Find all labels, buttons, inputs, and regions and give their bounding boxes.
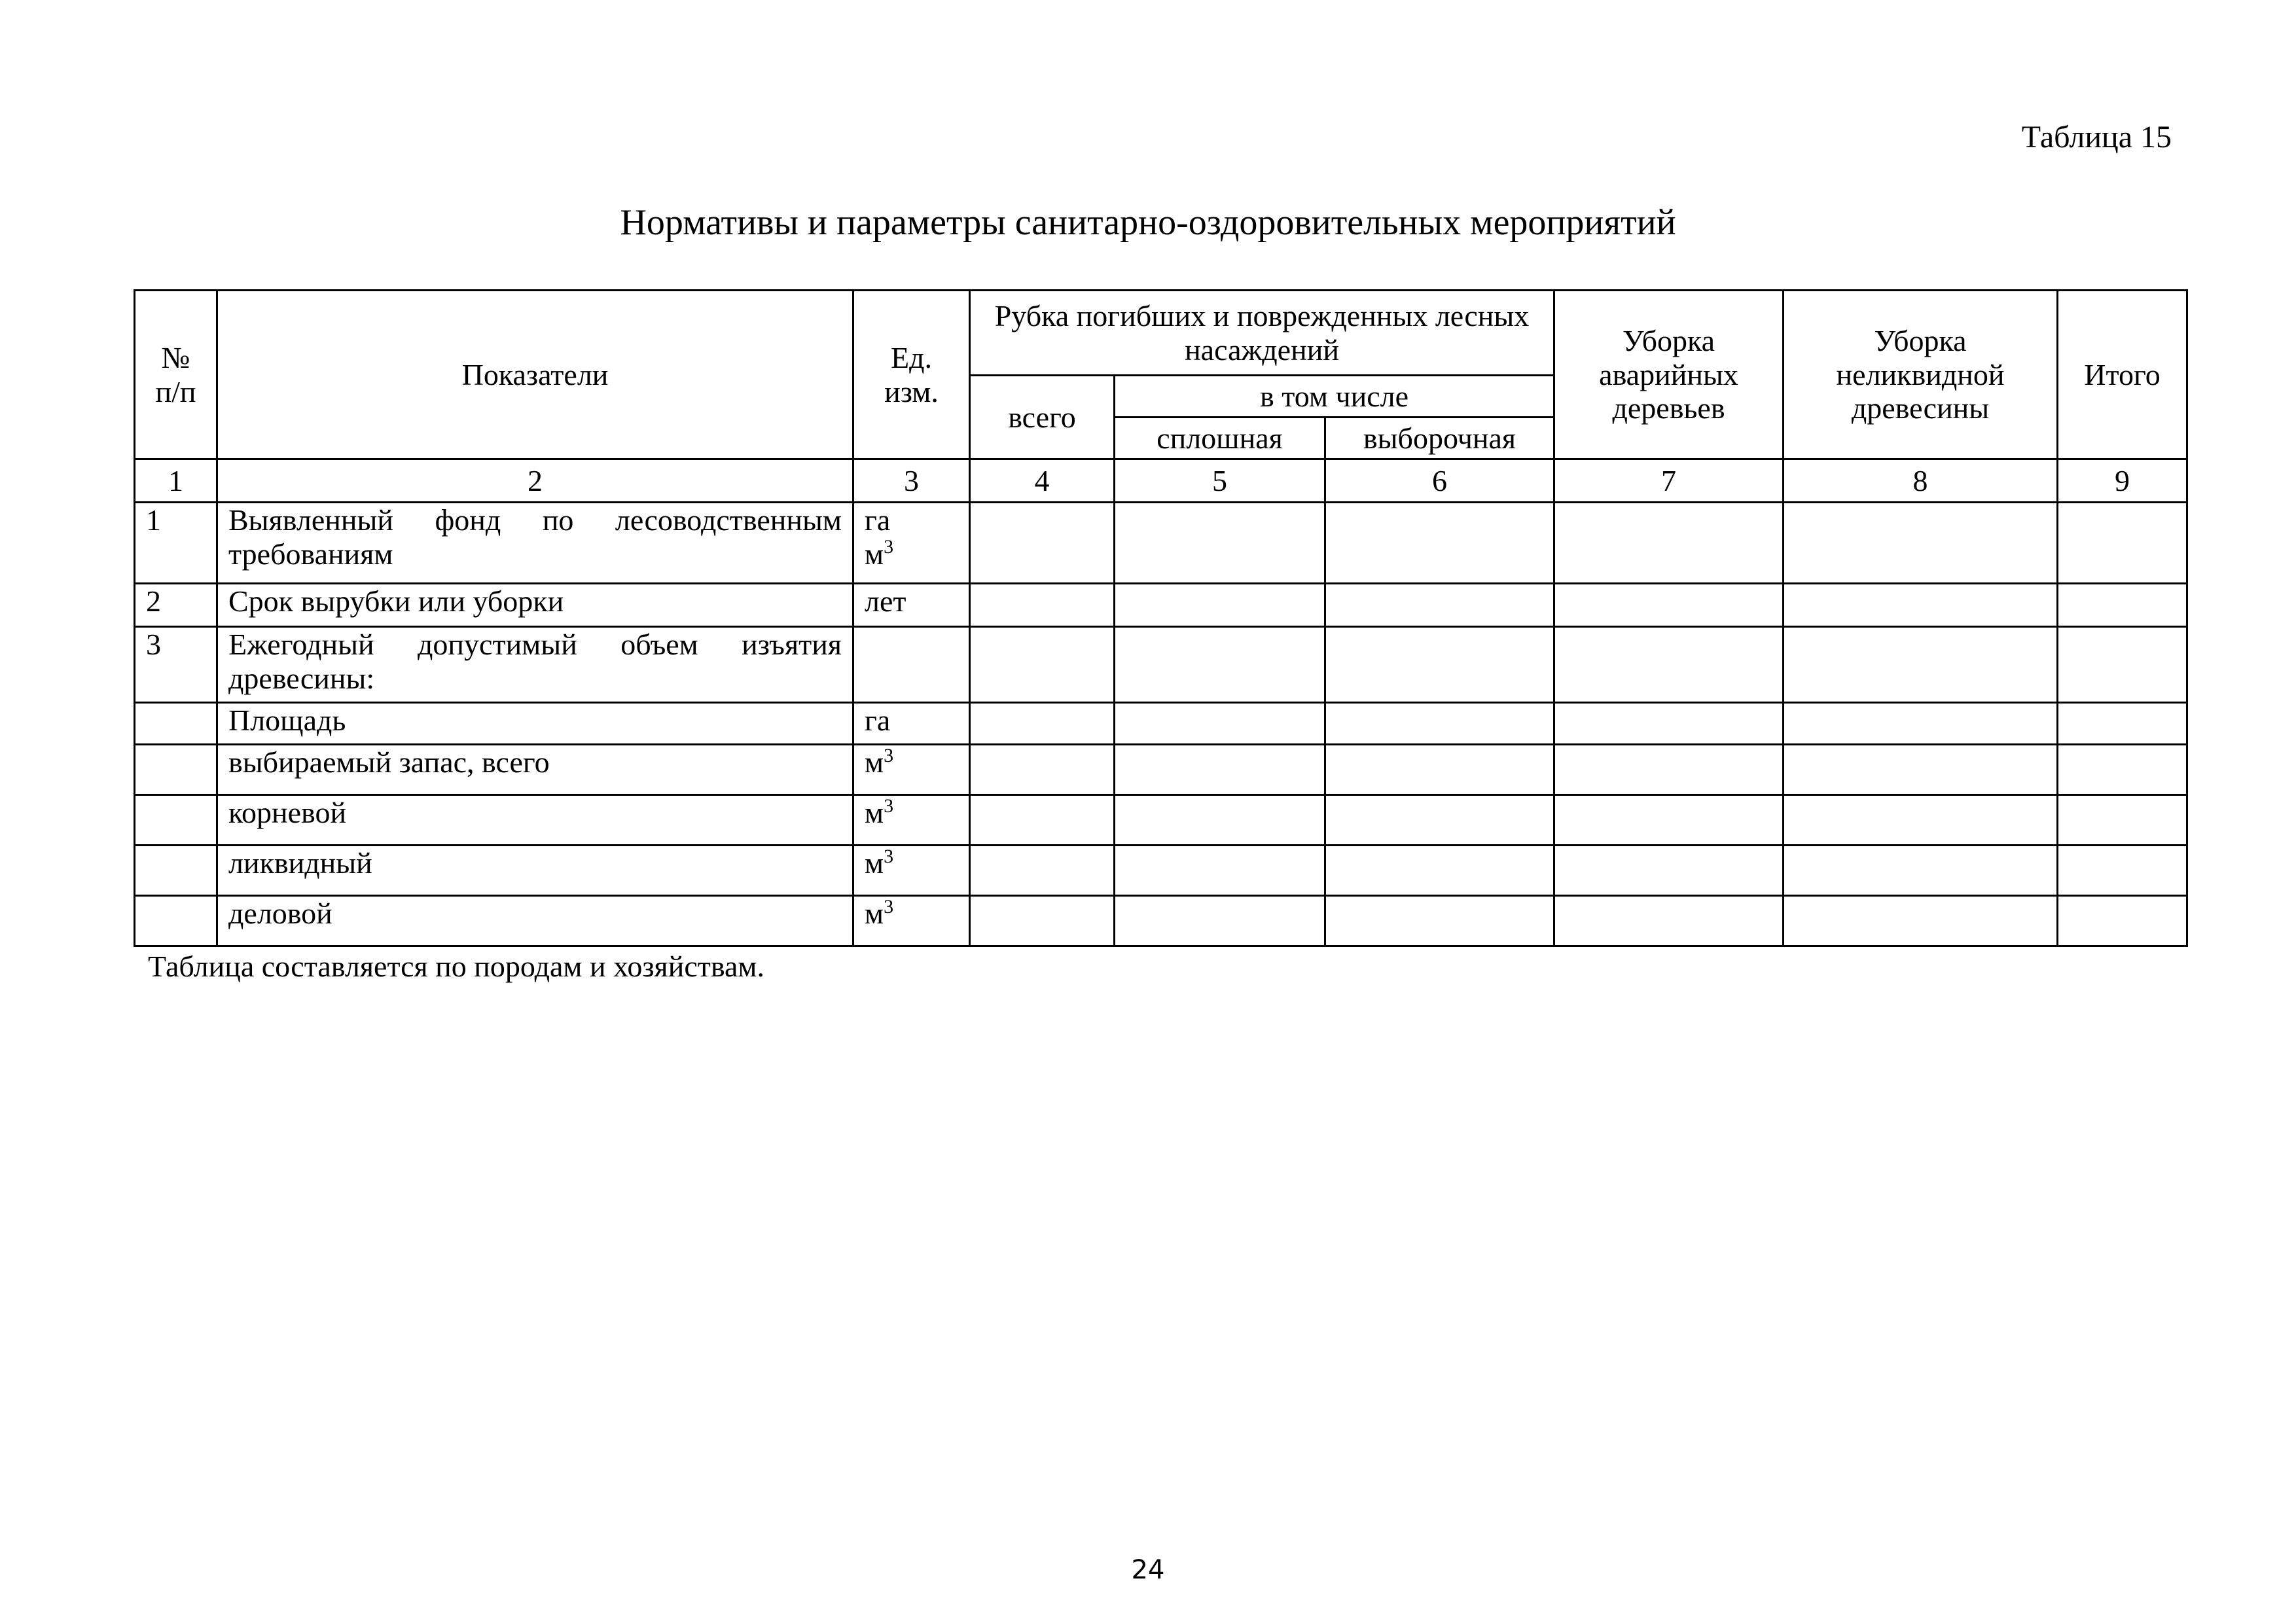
table-row [135,795,2187,846]
header-total-all: всего [970,376,1115,459]
empty-cell [970,584,1115,627]
page-number: 24 [1131,1555,1165,1585]
row-indicator: Срок вырубки или уборки [217,584,853,627]
column-number: 8 [1784,459,2058,503]
empty-cell [1784,745,2058,795]
empty-cell [1115,584,1325,627]
unit-ha: га [865,503,891,537]
row-num: 1 [135,503,217,584]
row-num [135,795,217,846]
column-number: 6 [1325,459,1554,503]
empty-cell [1115,503,1325,584]
row-indicator: деловой [217,896,853,946]
header-felling: Рубка погибших и поврежденных лесных насаждений [970,291,1554,376]
empty-cell [1325,627,1554,703]
row-indicator: Площадь [217,703,853,745]
unit-cubic-meter: м 3 [865,846,893,880]
empty-cell [1554,795,1784,846]
empty-cell [1784,627,2058,703]
empty-cell [2058,503,2187,584]
empty-cell [1554,627,1784,703]
column-number: 1 [135,459,217,503]
header-num: № п/п [135,291,217,459]
empty-cell [1115,745,1325,795]
empty-cell [1554,703,1784,745]
row-num [135,745,217,795]
row-indicator: корневой [217,795,853,846]
empty-cell [1325,503,1554,584]
empty-cell [1325,846,1554,896]
empty-cell [1784,896,2058,946]
empty-cell [2058,846,2187,896]
table-footnote: Таблица составляется по породам и хозяйствам. [148,950,764,983]
header-clear-cut: сплошная [1115,418,1325,459]
table-row [135,584,2187,627]
empty-cell [1554,503,1784,584]
header-selective-cut: выборочная [1325,418,1554,459]
empty-cell [1784,795,2058,846]
unit-cubic-meter: м 3 [865,796,893,829]
empty-cell [1554,584,1784,627]
empty-cell [1325,795,1554,846]
empty-cell [1784,703,2058,745]
header-indicators: Показатели [217,291,853,459]
header-total: Итого [2058,291,2187,459]
table-row [135,846,2187,896]
unit-cubic-meter: м 3 [865,745,893,779]
row-num [135,703,217,745]
empty-cell [2058,795,2187,846]
norms-table [134,289,2188,947]
empty-cell [2058,896,2187,946]
empty-cell [970,795,1115,846]
empty-cell [970,846,1115,896]
row-unit [853,745,970,795]
row-unit [853,795,970,846]
row-indicator: Ежегодный допустимый объем изъятия древесины: [217,627,853,703]
table-row [135,745,2187,795]
empty-cell [1784,503,2058,584]
document-title: Нормативы и параметры санитарно-оздоровительных мероприятий [620,202,1676,243]
table-row [135,627,2187,703]
header-including: в том числе [1115,376,1554,418]
column-number: 5 [1115,459,1325,503]
column-number: 4 [970,459,1115,503]
column-number: 9 [2058,459,2187,503]
row-num [135,846,217,896]
row-unit: лет [853,584,970,627]
empty-cell [1554,846,1784,896]
unit-cubic-meter: м 3 [865,897,893,930]
empty-cell [970,503,1115,584]
row-num [135,896,217,946]
row-unit [853,846,970,896]
empty-cell [1554,896,1784,946]
empty-cell [970,896,1115,946]
empty-cell [1115,627,1325,703]
empty-cell [1115,795,1325,846]
empty-cell [1325,745,1554,795]
empty-cell [2058,584,2187,627]
row-indicator: ликвидный [217,846,853,896]
column-number: 7 [1554,459,1784,503]
table-number-label: Таблица 15 [2021,120,2172,154]
table-row [135,703,2187,745]
empty-cell [1115,896,1325,946]
empty-cell [2058,627,2187,703]
table-row [135,503,2187,584]
row-indicator: выбираемый запас, всего [217,745,853,795]
row-unit [853,627,970,703]
empty-cell [1554,745,1784,795]
row-unit [853,896,970,946]
empty-cell [2058,745,2187,795]
empty-cell [1325,584,1554,627]
row-indicator: Выявленный фонд по лесоводственным требованиям [217,503,853,584]
empty-cell [970,745,1115,795]
header-emergency-trees: Уборка аварийных деревьев [1554,291,1784,459]
empty-cell [1325,896,1554,946]
empty-cell [1325,703,1554,745]
row-num: 3 [135,627,217,703]
row-num: 2 [135,584,217,627]
empty-cell [1784,584,2058,627]
row-unit [853,503,970,584]
empty-cell [2058,703,2187,745]
row-unit: га [853,703,970,745]
header-illiquid-wood: Уборка неликвидной древесины [1784,291,2058,459]
empty-cell [1115,846,1325,896]
empty-cell [1784,846,2058,896]
empty-cell [1115,703,1325,745]
empty-cell [970,703,1115,745]
empty-cell [970,627,1115,703]
header-unit: Ед. изм. [853,291,970,459]
unit-cubic-meter: м 3 [865,537,893,571]
table-row [135,896,2187,946]
column-number: 2 [217,459,853,503]
column-number: 3 [853,459,970,503]
